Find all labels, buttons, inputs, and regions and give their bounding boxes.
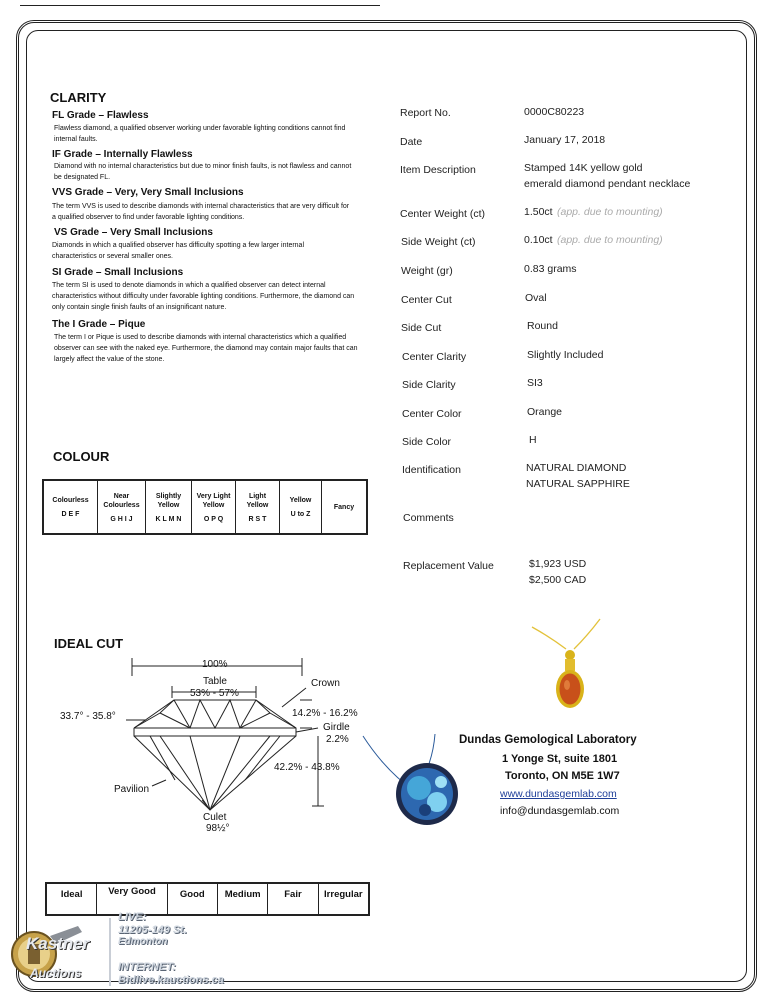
comments-label: Comments — [403, 512, 454, 524]
cut-grade-cell: Irregular — [324, 889, 363, 900]
colour-cell — [280, 481, 322, 533]
colour-grades: O P Q — [203, 515, 224, 523]
colour-name: Fancy — [333, 503, 355, 511]
auction-brand-bottom: Auctions — [30, 966, 82, 980]
watermark-live-address-2: Edmonton — [118, 936, 168, 947]
center-weight-value: 1.50ct — [524, 206, 553, 218]
grade-heading-vs: VS Grade – Very Small Inclusions — [54, 227, 213, 238]
watermark-internet-label: INTERNET: — [118, 961, 176, 973]
side-weight-label: Side Weight (ct) — [401, 236, 476, 248]
grade-text-si: The term SI is used to denote diamonds in which a qualified observer can detect internal characteristics without difficulty under favorable lighting conditions. Furthermore, the diamond can only contain single finish faults of an insignificant nature. — [52, 282, 355, 311]
weight-gr-label: Weight (gr) — [401, 265, 453, 277]
ideal-cut-title: IDEAL CUT — [54, 636, 124, 651]
crown-angle-label: 33.7° - 35.8° — [60, 711, 116, 722]
colour-name: Colourless — [52, 497, 89, 504]
replacement-value-cad: $2,500 CAD — [529, 574, 587, 586]
colour-cell — [146, 481, 192, 533]
grade-text-i: The term I or Pique is used to describe diamonds with internal characteristics which a qualified observer can see with the naked eye. Furthermore, the diamond may contain major faults that can largely affect the value of the stone. — [54, 334, 358, 363]
watermark-divider — [109, 918, 111, 986]
side-weight-value: 0.10ct — [524, 234, 553, 246]
grade-text-if: Diamond with no internal characteristics but due to minor finish faults, is not flawless and cannot be designated FL. — [54, 163, 352, 181]
cut-grade-table — [45, 882, 370, 916]
girdle-label: Girdle — [323, 722, 350, 733]
grade-text-fl: Flawless diamond, a qualified observer working under favorable lighting conditions cannot find internal faults. — [54, 125, 346, 143]
colour-cell — [192, 481, 236, 533]
lab-website-link[interactable]: www.dundasgemlab.com — [500, 788, 617, 800]
crown-label: Crown — [311, 678, 340, 689]
table-range-label: 53% - 57% — [190, 688, 239, 699]
colour-grades: R S T — [248, 515, 267, 523]
center-clarity-value: Slightly Included — [527, 349, 604, 361]
grade-heading-if: IF Grade – Internally Flawless — [52, 149, 193, 160]
colour-scale-table — [42, 479, 368, 535]
lab-name: Dundas Gemological Laboratory — [459, 734, 637, 746]
colour-name: Light Yellow — [246, 492, 269, 509]
grade-text-vs: Diamonds in which a qualified observer has difficulty spotting a few larger internal characteristics or several smaller ones. — [52, 242, 305, 260]
center-color-value: Orange — [527, 406, 563, 418]
date-label: Date — [400, 136, 423, 148]
clarity-title: CLARITY — [50, 90, 107, 105]
center-weight-note: (app. due to mounting) — [557, 206, 663, 218]
replacement-value-usd: $1,923 USD — [529, 558, 587, 570]
watermark-internet-site[interactable]: Bidlive.kauctions.ca — [118, 974, 224, 986]
watermark-live-label: LIVE: — [118, 911, 147, 923]
colour-cell — [236, 481, 280, 533]
center-color-label: Center Color — [402, 408, 462, 420]
crown-height-label: 14.2% - 16.2% — [292, 708, 358, 719]
identification-value-2: NATURAL SAPPHIRE — [526, 478, 630, 490]
center-cut-value: Oval — [525, 292, 547, 304]
lab-address-2: Toronto, ON M5E 1W7 — [505, 770, 620, 782]
colour-name: Very Light Yellow — [196, 492, 231, 509]
weight-gr-value: 0.83 grams — [524, 263, 577, 275]
culet-label: Culet — [203, 812, 227, 823]
side-color-value: H — [529, 434, 537, 446]
pavilion-label: Pavilion — [114, 784, 150, 795]
grade-heading-si: SI Grade – Small Inclusions — [52, 267, 184, 278]
item-description-value: Stamped 14K yellow gold — [524, 162, 643, 174]
lab-seal-logo — [355, 730, 465, 835]
colour-name: Yellow — [289, 497, 312, 504]
top-rule — [20, 5, 380, 6]
side-weight-note: (app. due to mounting) — [557, 234, 663, 246]
center-clarity-label: Center Clarity — [402, 351, 467, 363]
lab-address-1: 1 Yonge St, suite 1801 — [502, 753, 618, 765]
report-no-label: Report No. — [400, 107, 451, 119]
colour-title: COLOUR — [53, 449, 110, 464]
cut-grade-cell: Medium — [218, 884, 268, 914]
side-cut-value: Round — [527, 320, 558, 332]
width-label: 100% — [202, 659, 228, 670]
report-no-value: 0000C80223 — [524, 106, 585, 118]
item-description-label: Item Description — [400, 164, 476, 176]
grade-text-vvs: The term VVS is used to describe diamonds with internal characteristics that are very difficult for a qualified observer to find under favorable lighting conditions. — [52, 203, 350, 221]
grade-heading-fl: FL Grade – Flawless — [52, 110, 149, 121]
identification-label: Identification — [402, 464, 461, 476]
culet-value-label: 98½° — [206, 823, 230, 834]
cut-grade-cell: Good — [168, 884, 218, 914]
colour-name: Slightly Yellow — [155, 492, 182, 509]
side-cut-label: Side Cut — [401, 322, 442, 334]
cut-grade-cell: Ideal — [47, 884, 97, 914]
colour-cell — [98, 481, 146, 533]
identification-value: NATURAL DIAMOND — [526, 462, 627, 474]
side-clarity-label: Side Clarity — [402, 379, 456, 391]
center-weight-label: Center Weight (ct) — [400, 208, 485, 220]
colour-cell — [44, 481, 98, 533]
lab-email: info@dundasgemlab.com — [500, 805, 620, 817]
colour-grades: K L M N — [155, 515, 182, 523]
colour-name: Near Colourless — [103, 492, 140, 509]
date-value: January 17, 2018 — [524, 134, 606, 146]
pavilion-depth-label: 42.2% - 43.8% — [274, 762, 340, 773]
watermark-live-address-1: 11205-149 St. — [118, 924, 187, 936]
colour-grades: G H I J — [110, 515, 133, 523]
colour-grades: D E F — [61, 511, 80, 518]
center-cut-label: Center Cut — [401, 294, 452, 306]
item-description-value-2: emerald diamond pendant necklace — [524, 178, 691, 190]
table-label: Table — [203, 676, 227, 687]
cut-grade-cell: Fair — [268, 884, 318, 914]
grade-heading-vvs: VVS Grade – Very, Very Small Inclusions — [52, 187, 244, 198]
colour-grades: U to Z — [290, 511, 311, 518]
side-clarity-value: SI3 — [527, 377, 543, 389]
side-color-label: Side Color — [402, 436, 452, 448]
girdle-value-label: 2.2% — [326, 734, 349, 745]
grade-heading-i: The I Grade – Pique — [52, 319, 146, 330]
cut-grade-cell: Very Good — [97, 884, 167, 914]
pendant-photo — [530, 615, 610, 725]
colour-cell — [322, 481, 366, 533]
auction-brand-top: Kastner — [26, 934, 90, 953]
replacement-value-label: Replacement Value — [403, 560, 494, 572]
